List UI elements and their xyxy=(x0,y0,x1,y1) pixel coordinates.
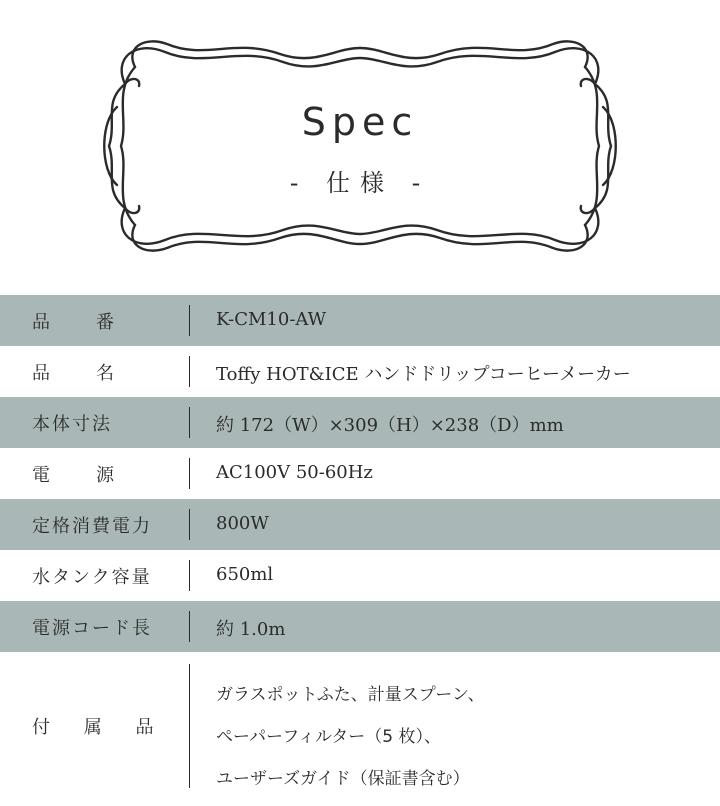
spec-row-dimensions xyxy=(0,397,720,448)
column-divider xyxy=(189,407,190,438)
accessory-line: ペーパーフィルター（5 枚）、 xyxy=(216,727,441,747)
spec-value: AC100V 50-60Hz xyxy=(216,462,373,483)
column-divider xyxy=(189,305,190,336)
spec-value: Toffy HOT&ICE ハンドドリップコーヒーメーカー xyxy=(216,364,631,385)
spec-label: 品 名 xyxy=(32,362,128,384)
spec-value: 800W xyxy=(216,513,269,534)
page-subtitle: - 仕様 - xyxy=(289,169,431,197)
spec-header xyxy=(0,0,720,295)
spec-row-accessories xyxy=(0,652,720,800)
spec-row-power-consumption xyxy=(0,499,720,550)
spec-label: 品 番 xyxy=(32,311,128,333)
spec-value: K-CM10-AW xyxy=(216,309,327,330)
spec-label: 付 属 品 xyxy=(32,717,168,738)
spec-row-cord-length xyxy=(0,601,720,652)
column-divider xyxy=(189,356,190,387)
spec-label: 電 源 xyxy=(32,464,128,486)
column-divider xyxy=(189,664,190,788)
spec-value: 約 172（W）×309（H）×238（D）mm xyxy=(216,415,564,436)
column-divider xyxy=(189,458,190,489)
accessories-list xyxy=(216,674,485,800)
spec-table xyxy=(0,295,720,800)
spec-value: 約 1.0m xyxy=(216,619,286,640)
spec-row-product-name xyxy=(0,346,720,397)
spec-row-water-tank xyxy=(0,550,720,601)
spec-label: 定格消費電力 xyxy=(32,515,152,537)
spec-label: 本体寸法 xyxy=(32,413,112,435)
spec-value: 650ml xyxy=(216,564,274,585)
column-divider xyxy=(189,509,190,540)
column-divider xyxy=(189,611,190,642)
column-divider xyxy=(189,560,190,591)
accessory-line: ガラスポットふた、計量スプーン、 xyxy=(216,685,485,705)
spec-label: 電源コード長 xyxy=(32,617,152,639)
spec-row-power-source xyxy=(0,448,720,499)
spec-label: 水タンク容量 xyxy=(32,566,152,588)
page-title: Spec xyxy=(301,100,419,144)
spec-row-part-number xyxy=(0,295,720,346)
accessory-line: ユーザーズガイド（保証書含む） xyxy=(216,769,470,789)
ornamental-frame-icon xyxy=(95,32,625,260)
